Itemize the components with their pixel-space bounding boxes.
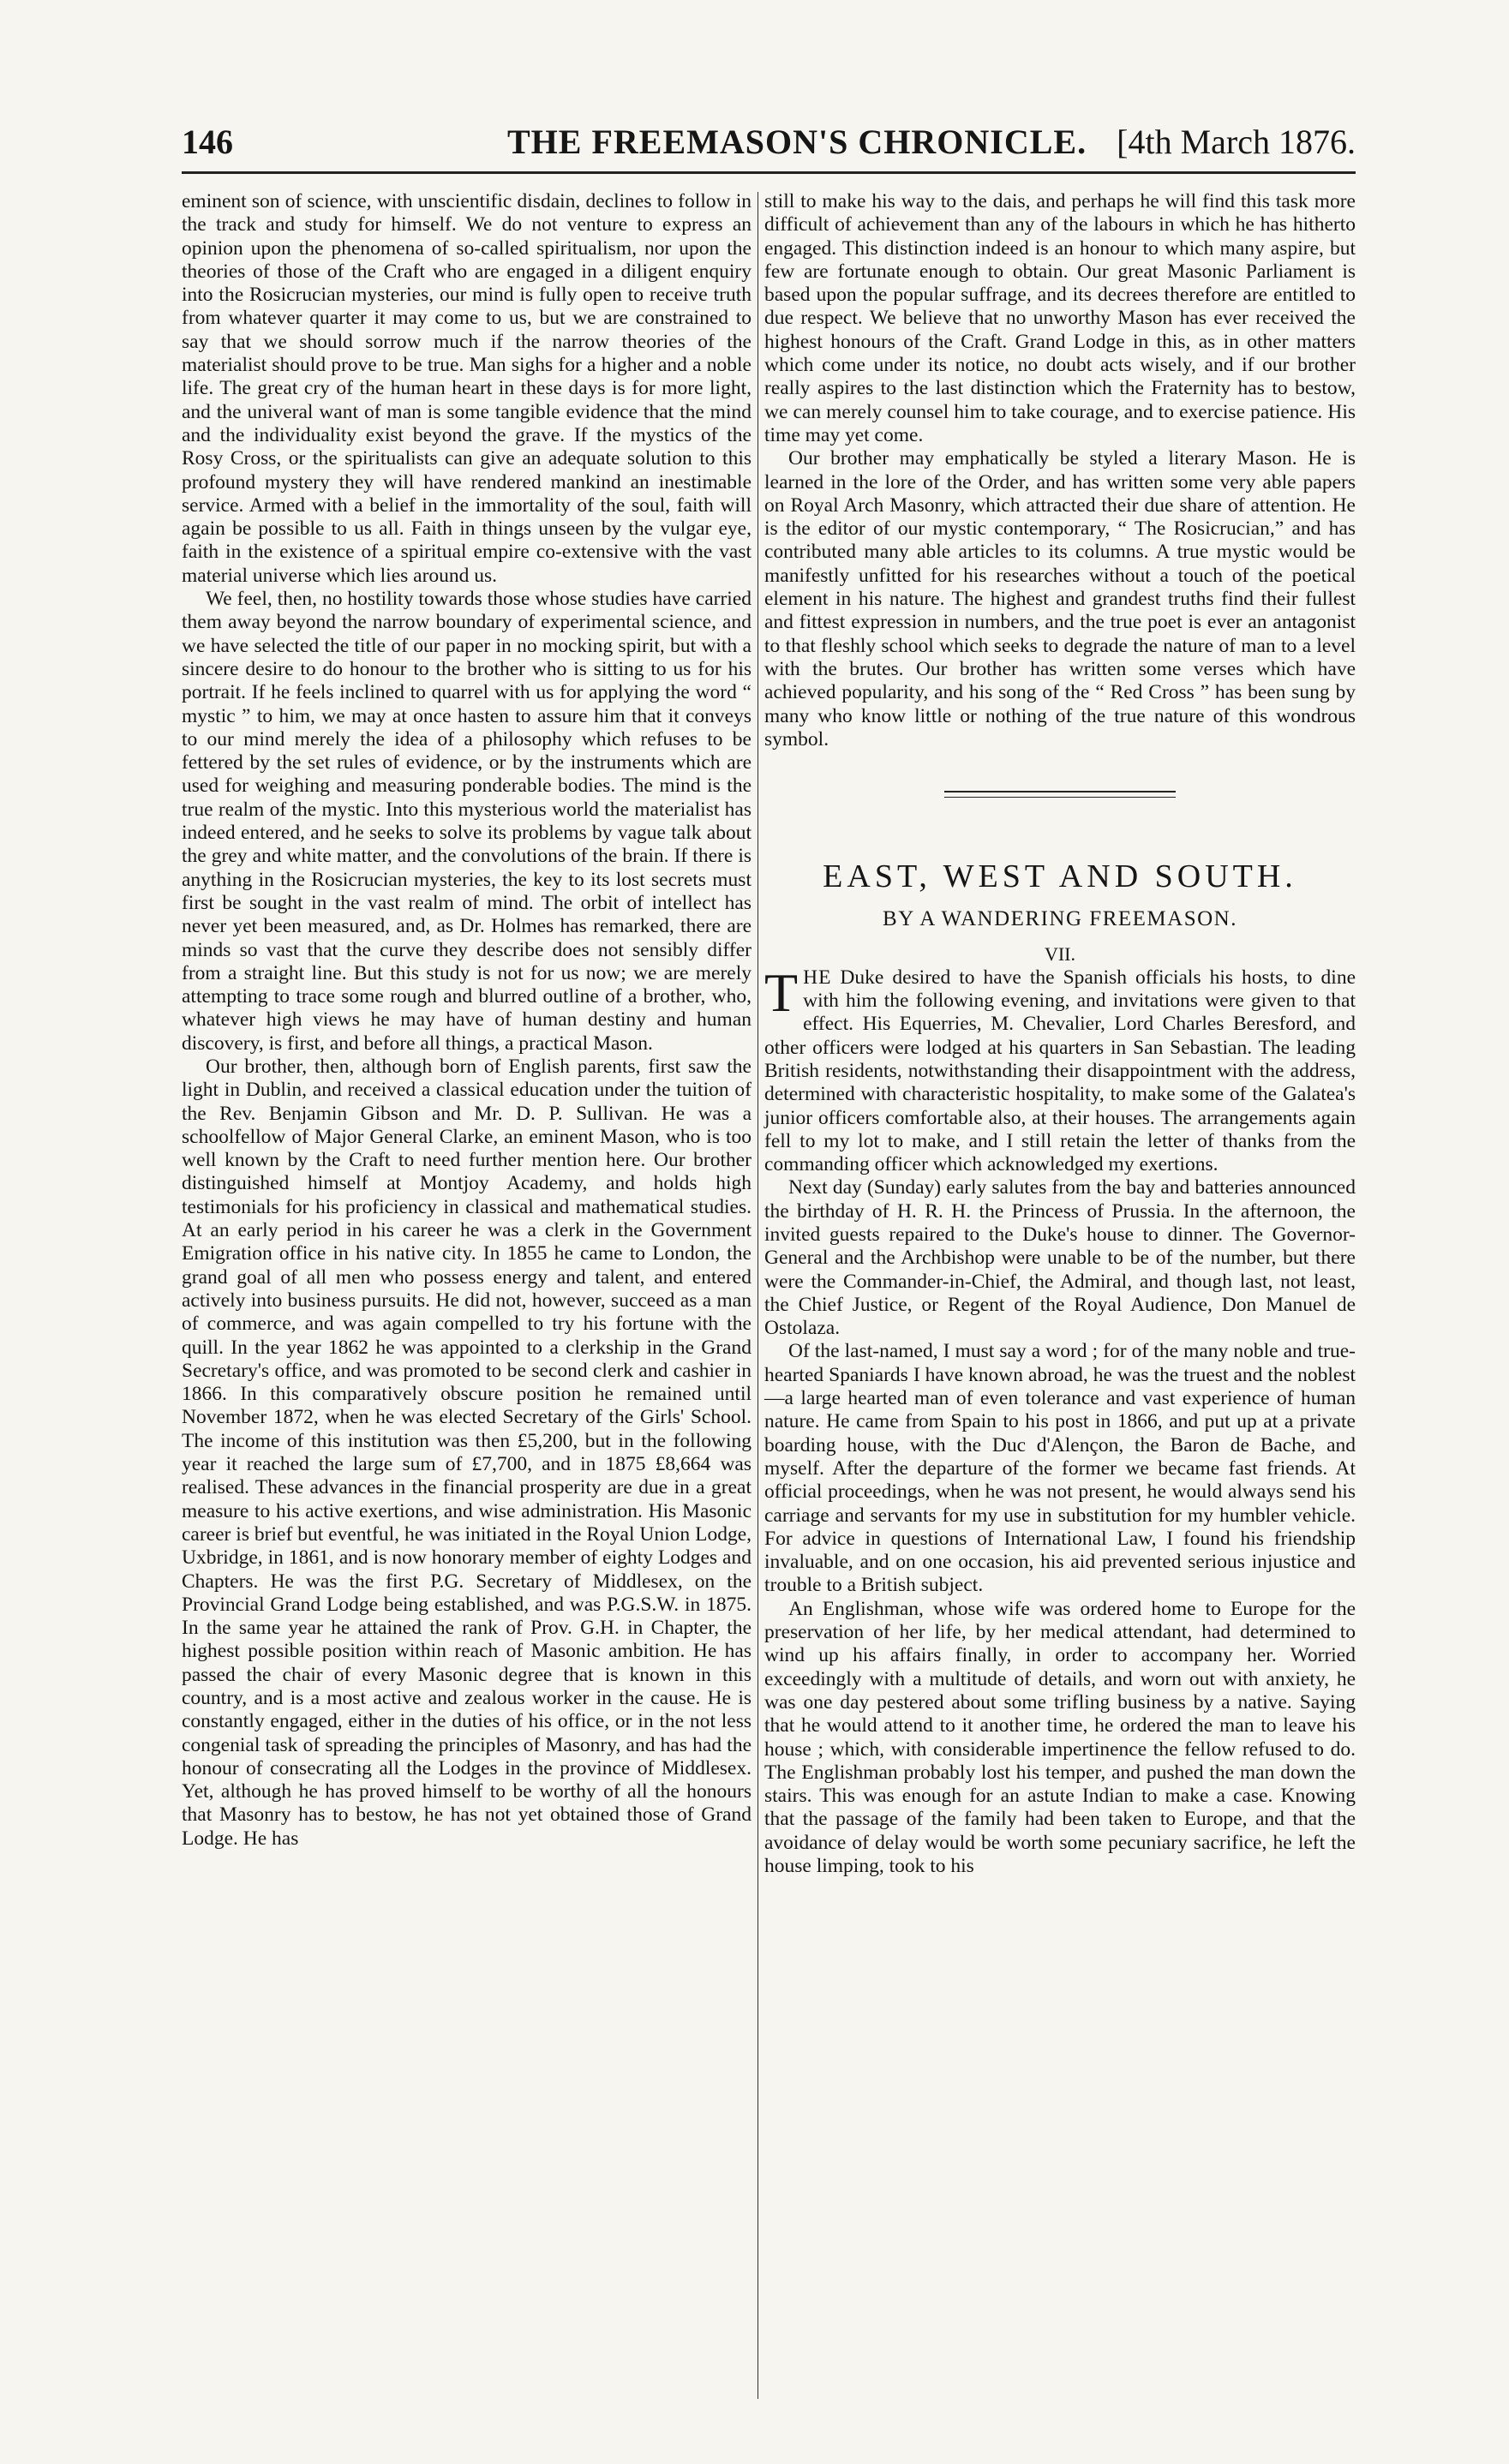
article-byline: BY A WANDERING FREEMASON. [883, 907, 1237, 931]
section-separator [944, 791, 1176, 798]
masthead-title: THE FREEMASON'S CHRONICLE. [507, 123, 1087, 161]
article-paragraph: Next day (Sunday) early salutes from the bay and batteries announced the birthday of H. R. H. the Princess of Prussia. In the afternoon, the invited guests repaired to the Duke's house to dinner. The Governor-General and the Archbishop were unable to be of the number, but there were the Commander-in-Chief, the Admiral, and though last, not least, the Chief Justice, or Regent of the Royal Audience, Don Manuel de Ostolaza. [764, 1176, 1356, 1340]
article-title: EAST, WEST AND SOUTH. [823, 858, 1297, 895]
right-paragraph: Our brother may emphatically be styled a literary Mason. He is learned in the lore of the Order, and has written some very able papers on Royal Arch Masonry, which attracted their due share of attention. He is the editor of our mystic contemporary, “ The Rosicrucian,” and has contributed many able articles to its columns. A true mystic would be manifestly unfitted for his researches without a touch of the poetical element in his nature. The highest and grandest truths find their fullest and fittest expression in numbers, and the true poet is ever an antagonist to that fleshly school which seeks to degrade the nature of man to a level with the brutes. Our brother has written some verses which have achieved popularity, and his song of the “ Red Cross ” has been sung by many who know little or nothing of the true nature of this wondrous symbol. [764, 447, 1356, 751]
article-first-paragraph [764, 961, 1356, 1177]
article-paragraph: An Englishman, whose wife was ordered home to Europe for the preservation of her life, by her medical attendant, had determined to wind up his affairs finally, in order to accompany her. Worried exceedingly with a multitude of details, and worn out with anxiety, he was one day pestered about some trifling business by a native. Saying that he would attend to it another time, he ordered the man to leave his house ; which, with considerable impertinence the fellow refused to do. The Englishman probably lost his temper, and pushed the man down the stairs. This was enough for an astute Indian to make a case. Knowing that the passage of the family had been taken to Europe, and that the avoidance of delay would be worth some pecuniary sacrifice, he left the house limping, took to his [764, 1597, 1356, 1877]
left-column [182, 190, 752, 1851]
first-paragraph-text: Duke desired to have the Spanish officials his hosts, to dine with him the following evening, and invitations were given to that effect. His Equerries, M. Chevalier, Lord Charles Beresford, and other officers were lodged at his quarters in San Sebastian. The leading British residents, notwithstanding their disappointment with the address, determined with characteristic hospitality, to make some of the Galatea's junior officers comfortable also, at their houses. The arrangements again fell to my lot to make, and I still retain the letter of thanks from the commanding officer which acknowledged my exertions. [764, 966, 1356, 1176]
page-number: 146 [182, 123, 233, 161]
lead-word: HE [803, 966, 832, 989]
drop-cap: T [764, 961, 799, 1023]
page-header [182, 118, 1356, 166]
right-paragraph: still to make his way to the dais, and perhaps he will find this task more difficult of achievement than any of the labours in which he has hitherto engaged. This distinction indeed is an honour to which many aspire, but few are fortunate enough to obtain. Our great Masonic Parliament is based upon the popular suffrage, and its decrees therefore are entitled to due respect. We believe that no unworthy Mason has ever received the highest honours of the Craft. Grand Lodge in this, as in other matters which come under its notice, no doubt acts wisely, and if our brother really aspires to the last distinction which the Fraternity has to bestow, we can merely counsel him to take courage, and to exercise patience. His time may yet come. [764, 190, 1356, 446]
left-paragraph: eminent son of science, with unscientific disdain, declines to follow in the track and study for himself. We do not venture to express an opinion upon the phenomena of so-called spiritualism, nor upon the theories of those of the Craft who are engaged in a diligent enquiry into the Rosicrucian mysteries, our mind is fully open to receive truth from whatever quarter it may come to us, but we are constrained to say that we should sorrow much if the narrow theories of the materialist should prove to be true. Man sighs for a higher and a noble life. The great cry of the human heart in these days is for more light, and the univeral want of man is some tangible evidence that the mind and the individuality exist beyond the grave. If the mystics of the Rosy Cross, or the spiritualists can give an adequate solution to this profound mystery they will have rendered mankind an inestimable service. Armed with a belief in the immortality of the soul, faith will again be possible to us all. Faith in things unseen by the vulgar eye, faith in the existence of a spiritual empire co-extensive with the vast material universe which lies around us. [182, 190, 752, 587]
left-paragraph: We feel, then, no hostility towards those whose studies have carried them away beyond the narrow boundary of experimental science, and we have selected the title of our paper in no mocking spirit, but with a sincere desire to do honour to the brother who is sitting to us for his portrait. If he feels inclined to quarrel with us for applying the word “ mystic ” to him, we may at once hasten to assure him that it conveys to our mind merely the idea of a philosophy which refuses to be fettered by the set rules of evidence, or by the instruments which are used for weighing and measuring ponderable bodies. The mind is the true realm of the mystic. Into this mysterious world the materialist has indeed entered, and he seeks to solve its problems by vague talk about the grey and white matter, and the convolutions of the brain. If there is anything in the Rosicrucian mysteries, the key to its lost secrets must first be sought in the vast realm of mind. The orbit of intellect has never yet been measured, and, as Dr. Holmes has remarked, there are minds so vast that the curve they describe does not sensibly differ from a straight line. But this study is not for us now; we are merely attempting to trace some rough and blurred outline of a brother, who, whatever high views he may have of human destiny and human discovery, is first, and before all things, a practical Mason. [182, 588, 752, 1055]
article-paragraph: Of the last-named, I must say a word ; for of the many noble and true-hearted Spaniards I have known abroad, he was the truest and the noblest—a large hearted man of even tolerance and vast experience of human nature. He came from Spain to his post in 1866, and put up at a private boarding house, with the Duc d'Alençon, the Baron de Bache, and myself. After the departure of the former we became fast friends. At official proceedings, when he was not present, he would always send his carriage and servants for my use in substitution for my humbler vehicle. For advice in questions of International Law, I found his friendship invaluable, and on one occasion, his aid prevented serious injustice and trouble to a British subject. [764, 1340, 1356, 1597]
issue-date: [4th March 1876. [1117, 123, 1356, 161]
right-column [764, 190, 1356, 1878]
column-divider [757, 192, 758, 2399]
article-part-number: VII. [1044, 943, 1076, 966]
header-rule [182, 171, 1356, 174]
left-paragraph: Our brother, then, although born of English parents, first saw the light in Dublin, and received a classical education under the tuition of the Rev. Benjamin Gibson and Mr. D. P. Sullivan. He was a schoolfellow of Major General Clarke, an eminent Mason, who is too well known by the Craft to need further mention here. Our brother distinguished himself at Montjoy Academy, and holds high testimonials for his proficiency in classical and mathematical studies. At an early period in his career he was a clerk in the Government Emigration office in his native city. In 1855 he came to London, the grand goal of all men who possess energy and talent, and entered actively into business pursuits. He did not, however, succeed as a man of commerce, and was again compelled to try his fortune with the quill. In the year 1862 he was appointed to a clerkship in the Grand Secretary's office, and was promoted to be second clerk and cashier in 1866. In this comparatively obscure position he remained until November 1872, when he was elected Secretary of the Girls' School. The income of this institution was then £5,200, but in the following year it reached the large sum of £7,700, and in 1875 £8,664 was realised. These advances in the financial prosperity are due in a great measure to his active exertions, and wise administration. His Masonic career is brief but eventful, he was initiated in the Royal Union Lodge, Uxbridge, in 1861, and is now honorary member of eighty Lodges and Chapters. He was the first P.G. Secretary of Middlesex, on the Provincial Grand Lodge being established, and was P.G.S.W. in 1875. In the same year he attained the rank of Prov. G.H. in Chapter, the highest possible position within reach of Masonic ambition. He has passed the chair of every Masonic degree that is known in this country, and is a most active and zealous worker in the cause. He is constantly engaged, either in the duties of his office, or in the not less congenial task of spreading the principles of Masonry, and has had the honour of consecrating all the Lodges in the province of Middlesex. Yet, although he has proved himself to be worthy of all the honours that Masonry has to bestow, he has not yet obtained those of Grand Lodge. He has [182, 1055, 752, 1850]
